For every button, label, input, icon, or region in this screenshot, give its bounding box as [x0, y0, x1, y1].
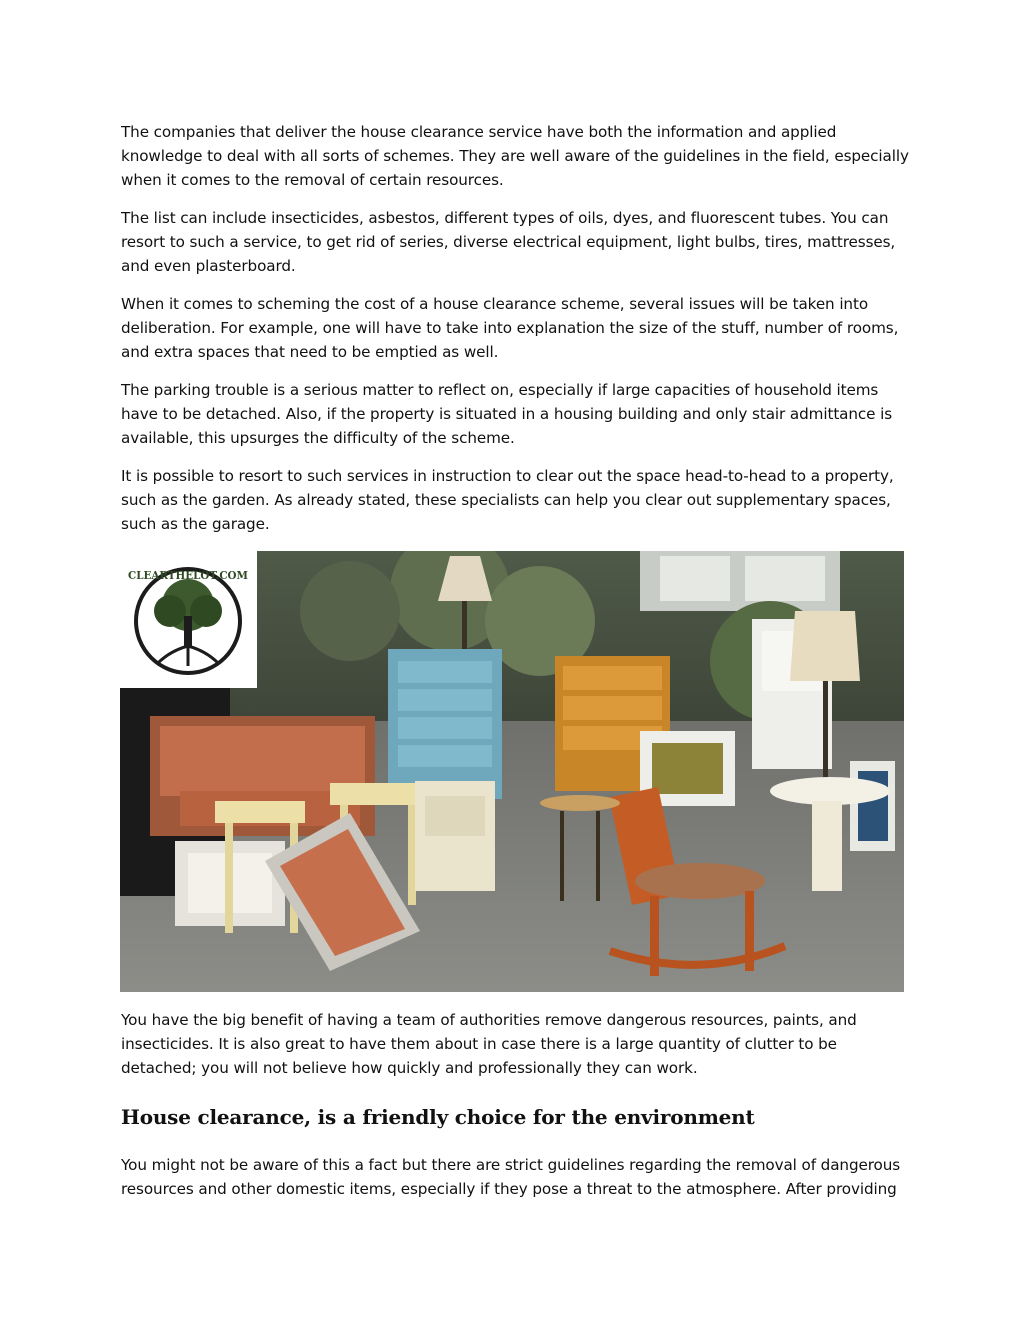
- paragraph: The companies that deliver the house clearance service have both the information and applied knowledge to deal with all sorts of schemes. They are well aware of the guidelines in the field, especially when it comes to the removal of certain resources.: [121, 123, 909, 190]
- paragraph: You might not be aware of this a fact but there are strict guidelines regarding the removal of dangerous resources and other domestic items, especially if they pose a threat to the atmosphere. After providing: [121, 1156, 901, 1199]
- paragraph: It is possible to resort to such services in instruction to clear out the space head-to-head to a property, such as the garden. As already stated, these specialists can help you clear out supplementary spaces, such as the garage.: [121, 467, 894, 534]
- tree-logo-icon: [120, 551, 257, 688]
- paragraph: The parking trouble is a serious matter to reflect on, especially if large capacities of household items have to be detached. Also, if the property is situated in a housing building and only stair admittance is available, this upsurges the difficulty of the scheme.: [121, 381, 893, 448]
- furniture-photo: [120, 551, 904, 992]
- paragraph: You have the big benefit of having a team of authorities remove dangerous resources, paints, and insecticides. It is also great to have them about in case there is a large quantity of clutter to be detached; you will not believe how quickly and professionally they can work.: [121, 1011, 857, 1078]
- paragraph: When it comes to scheming the cost of a house clearance scheme, several issues will be taken into deliberation. For example, one will have to take into explanation the size of the stuff, number of rooms, and extra spaces that need to be emptied as well.: [121, 295, 899, 362]
- section-heading: House clearance, is a friendly choice for the environment: [121, 1105, 755, 1129]
- logo-text: CLEARTHELOT.COM: [128, 569, 248, 582]
- paragraph: The list can include insecticides, asbestos, different types of oils, dyes, and fluorescent tubes. You can resort to such a service, to get rid of series, diverse electrical equipment, light bulbs, tires, mattresses, and even plasterboard.: [121, 209, 896, 276]
- company-logo: [120, 551, 257, 688]
